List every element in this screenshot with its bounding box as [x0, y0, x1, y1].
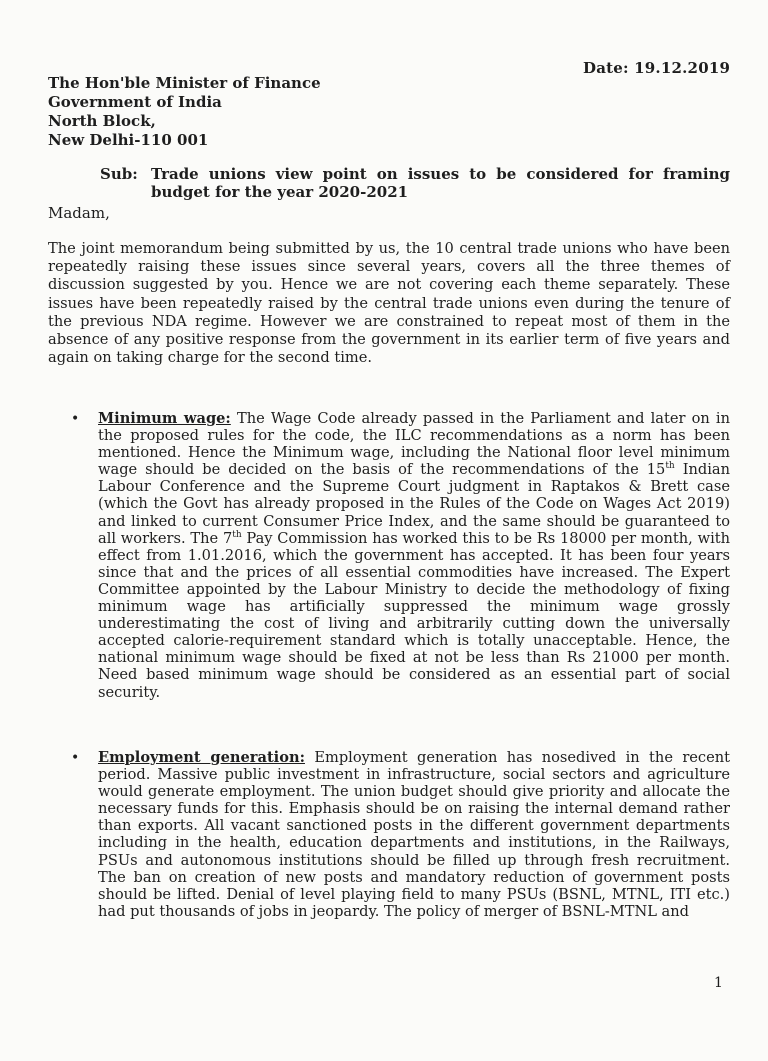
letter-date: Date: 19.12.2019 [583, 59, 731, 77]
bullet-point-icon: • [71, 750, 80, 766]
subject-block [100, 165, 730, 201]
recipient-address [48, 74, 321, 150]
address-line-4: New Delhi-110 001 [48, 131, 209, 149]
bullet-minimum-wage [71, 410, 731, 701]
address-line-1: The Hon'ble Minister of Finance [48, 74, 321, 92]
bullet-text: Pay Commission has worked this to be Rs 18000 per month, with effect from 1.01.2016, which the government has accepted. It has been four years since that and the prices of all essential commodities have increased. The Expert Committee appointed by the Labour Ministry to decide the methodology of fixing minimum wage has artificially suppressed the minimum wage grossly underestimating the cost of living and arbitrarily cutting down the universally accepted calorie-requirement standard which is totally unacceptable. Hence, the national minimum wage should be fixed at not be less than Rs 21000 per month. Need based minimum wage should be considered as an essential part of social security. [98, 529, 731, 701]
salutation: Madam, [48, 204, 110, 222]
bullet-employment-generation [71, 749, 731, 920]
ordinal-suffix: th [232, 529, 242, 540]
bullet-heading: Employment generation: [98, 749, 305, 766]
bullet-heading: Minimum wage: [98, 410, 231, 427]
bullet-text: Indian Labour Conference and the Supreme Court judgment in Raptakos & Brett case (which the Govt has already proposed in the Rules of the Code on Wages Act 2019) and linked to current Consumer Price Index, and the same should be guaranteed to all workers. The [98, 461, 730, 547]
bullet-text: Employment generation has nosedived in the recent period. Massive public investment in infrastructure, social sectors and agriculture would generate employment. The union budget should give priority and allocate the necessary funds for this. Emphasis should be on raising the internal demand rather than exports. All vacant sanctioned posts in the different government departments including in the health, education departments and institutions, in the Railways, PSUs and autonomous institutions should be filled up through fresh recruitment. The ban on creation of new posts and mandatory reduction of government posts should be lifted. Denial of level playing field to many PSUs (BSNL, MTNL, ITI etc.) had put thousands of jobs in jeopardy. The policy of merger of BSNL-MTNL and [98, 749, 731, 920]
ordinal-suffix: th [665, 461, 675, 472]
intro-paragraph: The joint memorandum being submitted by us, the 10 central trade unions who have been repeatedly raising these issues since several years, covers all the three themes of discussion suggested by you. Hence we are not covering each theme separately. These issues have been repeatedly raised by the central trade unions even during the tenure of the previous NDA regime. However we are constrained to repeat most of them in the absence of any positive response from the government in its earlier term of five years and again on taking charge for the second time. [48, 240, 730, 367]
address-line-2: Government of India [48, 93, 222, 111]
ordinal-number: 15 [646, 461, 666, 479]
subject-text: Trade unions view point on issues to be considered for framing budget for the year 2020-2021 [151, 165, 730, 201]
address-line-3: North Block, [48, 112, 156, 130]
page-number: 1 [714, 975, 723, 991]
subject-label: Sub: [100, 165, 138, 183]
ordinal-number: 7 [222, 529, 233, 547]
bullet-point-icon: • [71, 411, 80, 427]
bullet-text: The Wage Code already passed in the Parliament and later on in the proposed rules for the code, the ILC recommendations as a norm has been mentioned. Hence the Minimum wage, including the National floor level minimum wage should be decided on the basis of the recommendations of the [98, 410, 730, 479]
